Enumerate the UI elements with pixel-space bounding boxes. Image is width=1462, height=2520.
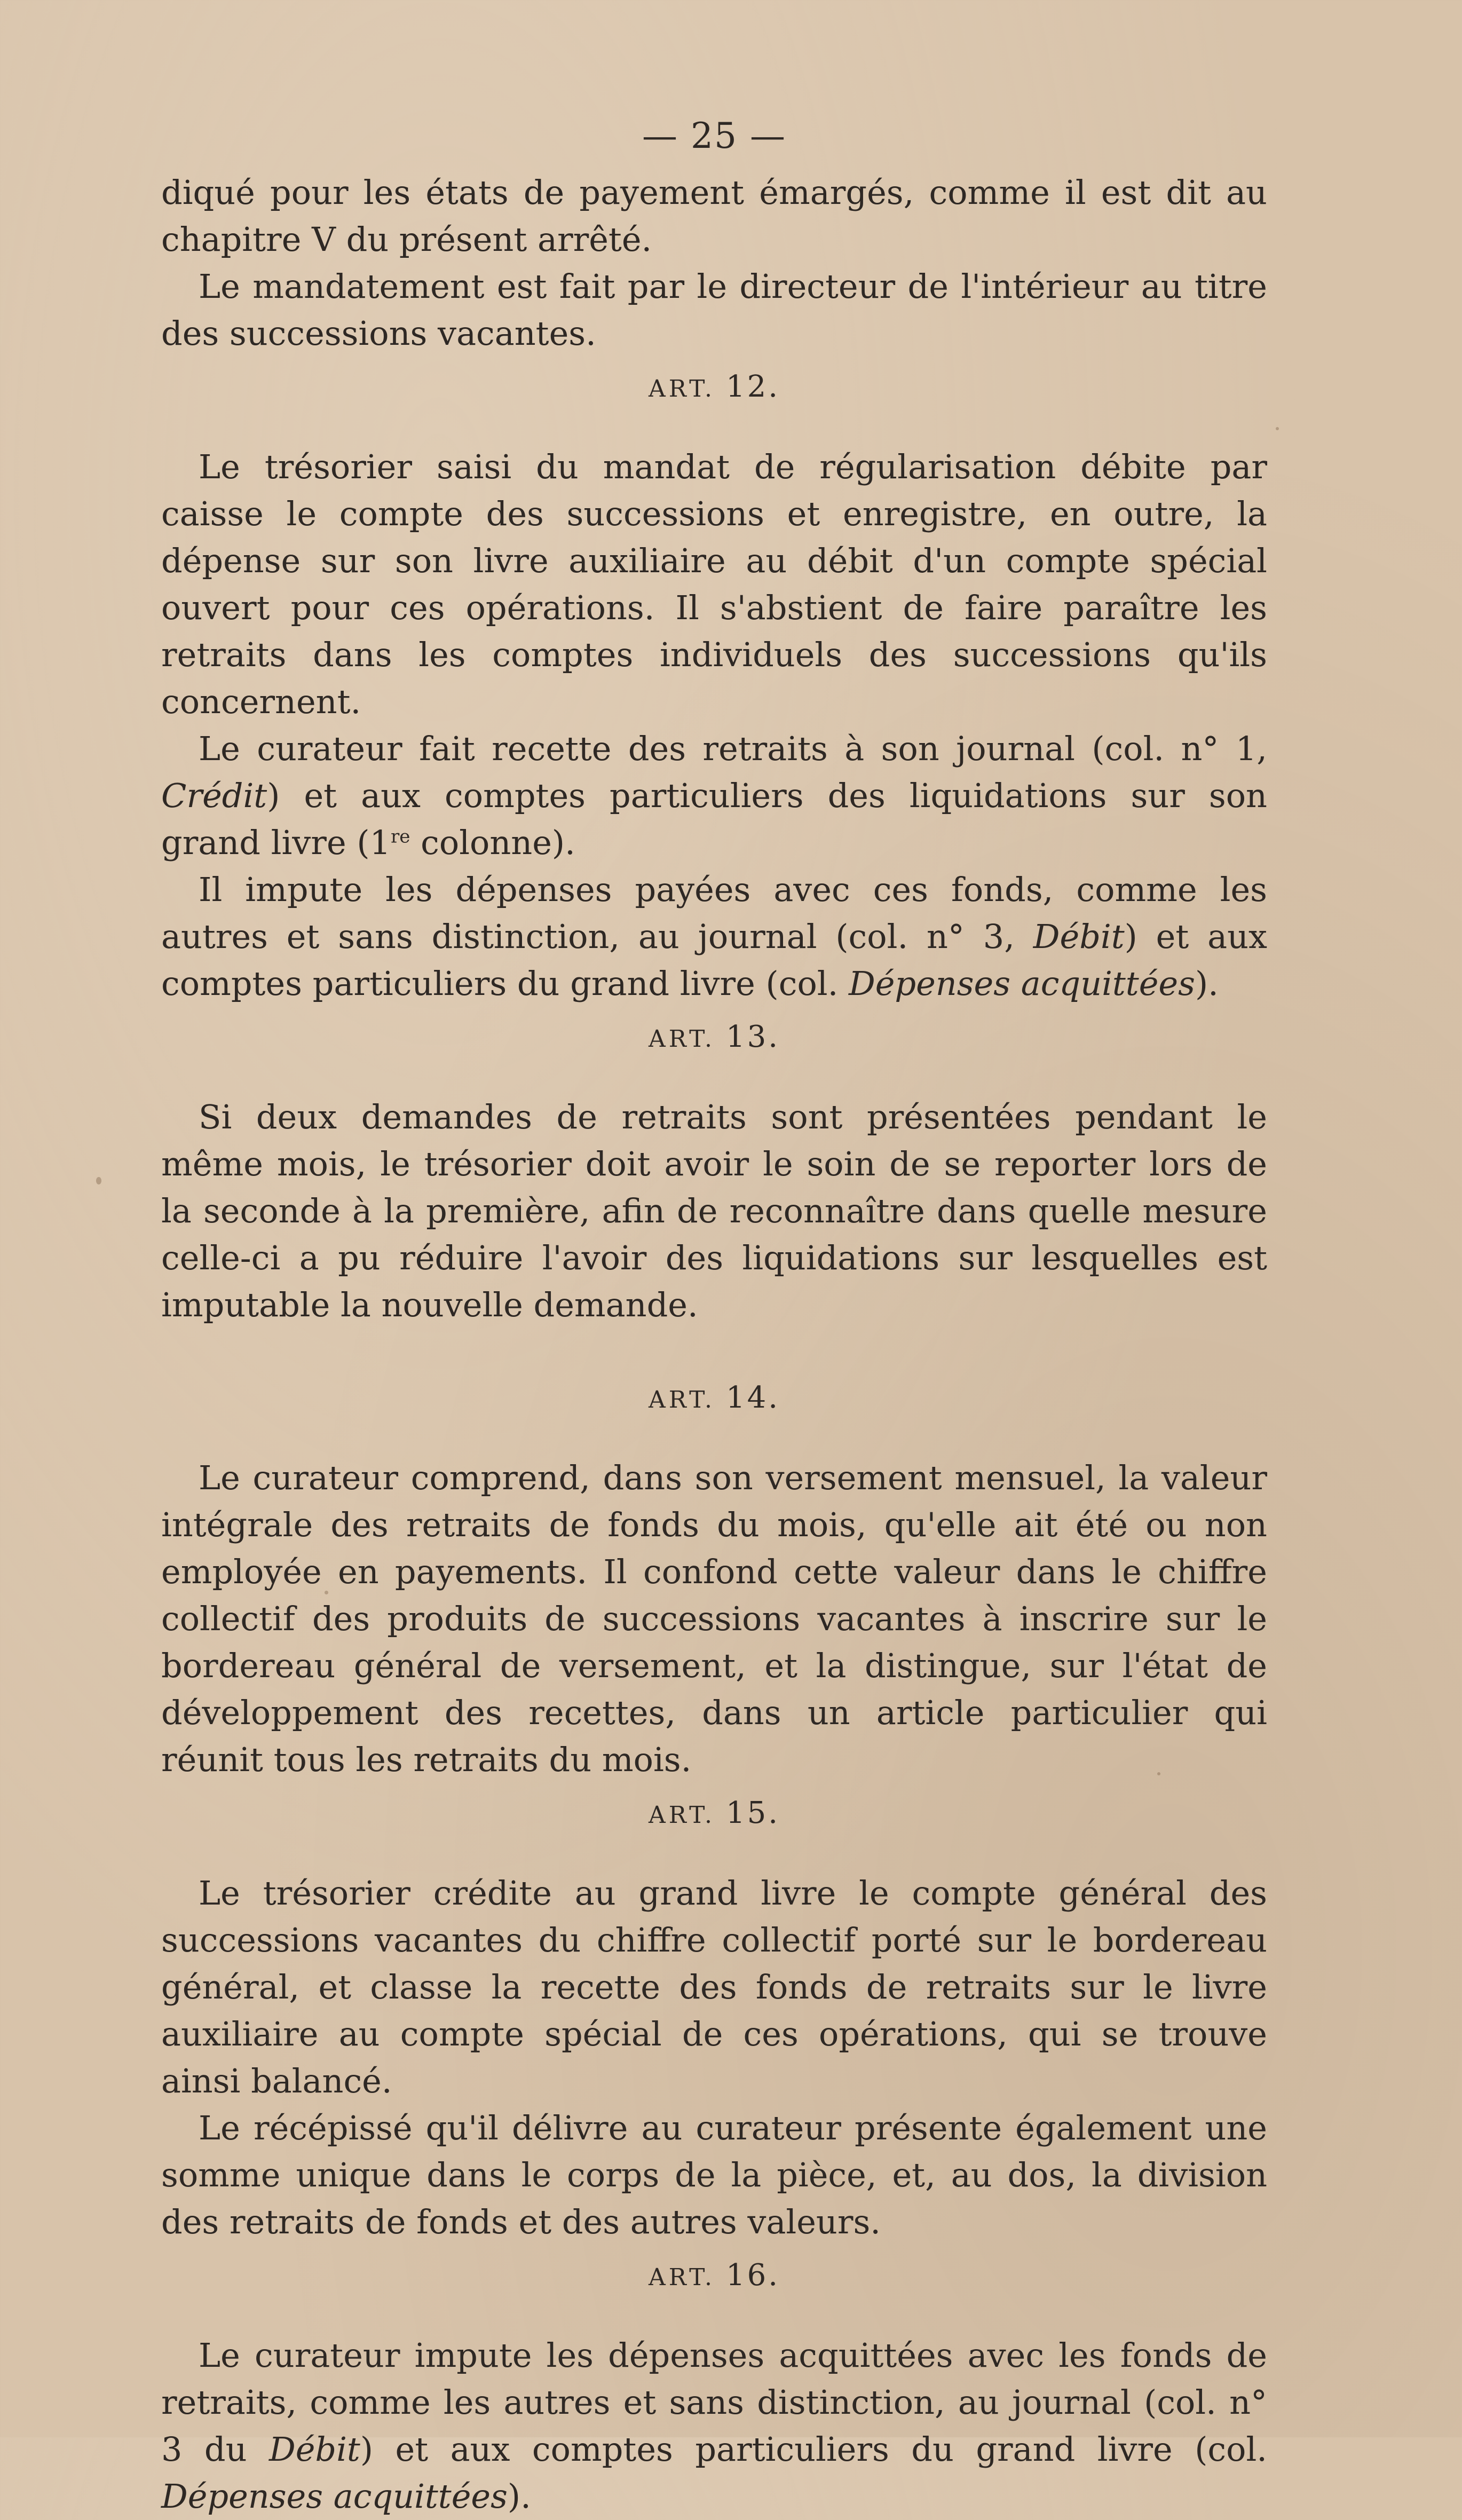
text-run: Le curateur impute les dépenses acquittées avec les fonds de retraits, comme les autres et sans distinction, au journal (col. n° 3 du (161, 2336, 1267, 2469)
article-number: 15. (725, 1796, 780, 1830)
article-label: ART. (648, 375, 715, 402)
article-label: ART. (648, 1386, 715, 1413)
italic-run: Dépenses acquittées (849, 964, 1195, 1003)
article-label: ART. (648, 1025, 715, 1053)
paragraph: Le trésorier crédite au grand livre le compte général des successions vacantes du chiffre collectif porté sur le bordereau général, et classe la recette des fonds de retraits sur le livre auxiliaire au compte spécial de ces opérations, qui se trouve ainsi balancé. (161, 1874, 1267, 2100)
text-run: ). (1195, 964, 1219, 1003)
italic-run: Crédit (161, 776, 267, 815)
paragraph (161, 2332, 1267, 2520)
text-run: Il impute les dépenses payées avec ces fonds, comme les autres et sans distinction, au journal (col. n° 3, (161, 870, 1267, 956)
paragraph: Le trésorier saisi du mandat de régularisation débite par caisse le compte des successions et enregistre, en outre, la dépense sur son livre auxiliaire au débit d'un compte spécial ouvert pour ces opérations. Il s'abstient de faire paraître les retraits dans les comptes individuels des successions qu'ils concernent. (161, 447, 1267, 721)
article-number: 14. (725, 1380, 780, 1415)
italic-run: Débit (269, 2430, 360, 2469)
paper-speck (1276, 427, 1279, 430)
article-heading-16 (161, 2260, 1267, 2294)
article-heading-13 (161, 1021, 1267, 1055)
paragraph: Si deux demandes de retraits sont présentées pendant le même mois, le trésorier doit avoir le soin de se reporter lors de la seconde à la première, afin de reconnaître dans quelle mesure celle-ci a pu réduire l'avoir des liquidations sur lesquelles est imputable la nouvelle demande. (161, 1097, 1267, 1324)
paragraph (161, 866, 1267, 1007)
article-number: 13. (725, 1020, 780, 1054)
page-number: — 25 — (642, 115, 786, 156)
paragraph: Le curateur comprend, dans son versement mensuel, la valeur intégrale des retraits de fonds du mois, qu'elle ait été ou non employée en payements. Il confond cette valeur dans le chiffre collectif des produits de successions vacantes à inscrire sur le bordereau général de versement, et la distingue, sur l'état de développement des recettes, dans un article particulier qui réunit tous les retraits du mois. (161, 1458, 1267, 1779)
article-number: 12. (725, 369, 780, 404)
italic-run: Débit (1033, 917, 1125, 956)
text-run: ) et aux comptes particuliers des liquidations sur son grand livre (1 (161, 776, 1267, 862)
text-block (161, 109, 1267, 2520)
paragraph (161, 725, 1267, 866)
paragraph: diqué pour les états de payement émargés, comme il est dit au chapitre V du présent arrêté. (161, 173, 1267, 259)
article-heading-12 (161, 371, 1267, 405)
italic-run: Dépenses acquittées (161, 2477, 508, 2516)
text-run: ) et aux comptes particuliers du grand livre (col. (360, 2430, 1267, 2469)
paragraph: Le récépissé qu'il délivre au curateur présente également une somme unique dans le corps de la pièce, et, au dos, la division des retraits de fonds et des autres valeurs. (161, 2108, 1267, 2241)
paragraph: Le mandatement est fait par le directeur de l'intérieur au titre des successions vacantes. (161, 267, 1267, 353)
article-label: ART. (648, 1802, 715, 1829)
text-run: Le curateur fait recette des retraits à son journal (col. n° 1, (199, 729, 1267, 768)
text-run: ) et aux comptes particuliers du grand livre (col. (161, 917, 1267, 1003)
paper-speck (96, 1177, 101, 1184)
superscript: re (390, 826, 410, 848)
text-run: ). (507, 2477, 531, 2516)
article-heading-14 (161, 1382, 1267, 1416)
article-label: ART. (648, 2264, 715, 2291)
text-run: colonne). (410, 823, 575, 862)
article-heading-15 (161, 1797, 1267, 1831)
article-number: 16. (725, 2258, 780, 2293)
